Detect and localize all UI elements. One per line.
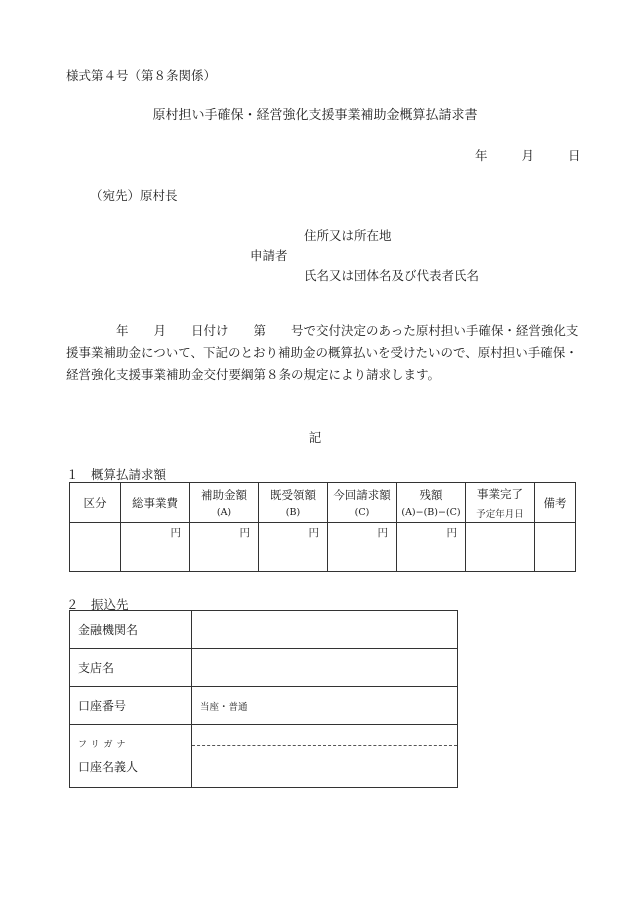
- request-amount-table: [69, 482, 576, 572]
- yen-unit: 円: [377, 527, 388, 539]
- cell-subsidy-amount[interactable]: [190, 523, 259, 572]
- branch-name-label: 支店名: [70, 649, 192, 687]
- col-subsidy-amount: 補助金額 (A): [190, 483, 259, 523]
- branch-name-field[interactable]: [192, 649, 458, 687]
- date-day: 日: [568, 148, 581, 163]
- yen-unit: 円: [239, 527, 250, 539]
- addressee: （宛先）原村長: [90, 188, 178, 203]
- date-line: [475, 146, 581, 164]
- section-1-heading: １ 概算払請求額: [66, 467, 167, 482]
- date-year: 年: [475, 148, 488, 163]
- address-label: 住所又は所在地: [304, 228, 392, 243]
- cell-remaining[interactable]: [397, 523, 466, 572]
- date-month: 月: [521, 148, 535, 163]
- account-holder-label: 口座名義人: [78, 760, 139, 774]
- col-total-cost: 総事業費: [121, 483, 190, 523]
- col-received-amount: 既受領額 (B): [259, 483, 328, 523]
- bank-name-label: 金融機関名: [70, 611, 192, 649]
- col-remarks: 備考: [535, 483, 576, 523]
- request-body-text: 年 月 日付け 第 号で交付決定のあった原村担い手確保・経営強化支援事業補助金について、下記のとおり補助金の概算払いを受けたいので、原村担い手確保・経営強化支援事業補助金交付要綱第８条の規定により請求します。: [66, 323, 579, 382]
- bank-name-field[interactable]: [192, 611, 458, 649]
- account-type-options: 当座・普通: [200, 701, 248, 713]
- form-number: 様式第４号（第８条関係）: [66, 68, 217, 83]
- cell-completion-date[interactable]: [466, 523, 535, 572]
- account-holder-label-cell: [70, 725, 192, 788]
- account-number-label: 口座番号: [70, 687, 192, 725]
- col-completion-date: 事業完了 予定年月日: [466, 483, 535, 523]
- furigana-label: フリガナ: [78, 740, 130, 750]
- col-remaining: 残額 (A)−(B)−(C): [397, 483, 466, 523]
- account-number-field[interactable]: [192, 687, 458, 725]
- applicant-label: 申請者: [250, 248, 288, 263]
- yen-unit: 円: [308, 527, 319, 539]
- section-2-heading: ２ 振込先: [66, 597, 129, 612]
- cell-total-cost[interactable]: [121, 523, 190, 572]
- furigana-divider: [192, 745, 457, 746]
- cell-kubun[interactable]: [70, 523, 121, 572]
- yen-unit: 円: [446, 527, 457, 539]
- cell-current-request[interactable]: [328, 523, 397, 572]
- name-label: 氏名又は団体名及び代表者氏名: [304, 268, 480, 283]
- cell-received-amount[interactable]: [259, 523, 328, 572]
- document-title: 原村担い手確保・経営強化支援事業補助金概算払請求書: [152, 108, 478, 123]
- yen-unit: 円: [170, 527, 181, 539]
- cell-remarks[interactable]: [535, 523, 576, 572]
- col-current-request: 今回請求額 (C): [328, 483, 397, 523]
- col-kubun: 区分: [70, 483, 121, 523]
- account-holder-field[interactable]: [192, 725, 458, 788]
- transfer-account-table: [69, 610, 458, 788]
- ki-heading: 記: [308, 430, 322, 445]
